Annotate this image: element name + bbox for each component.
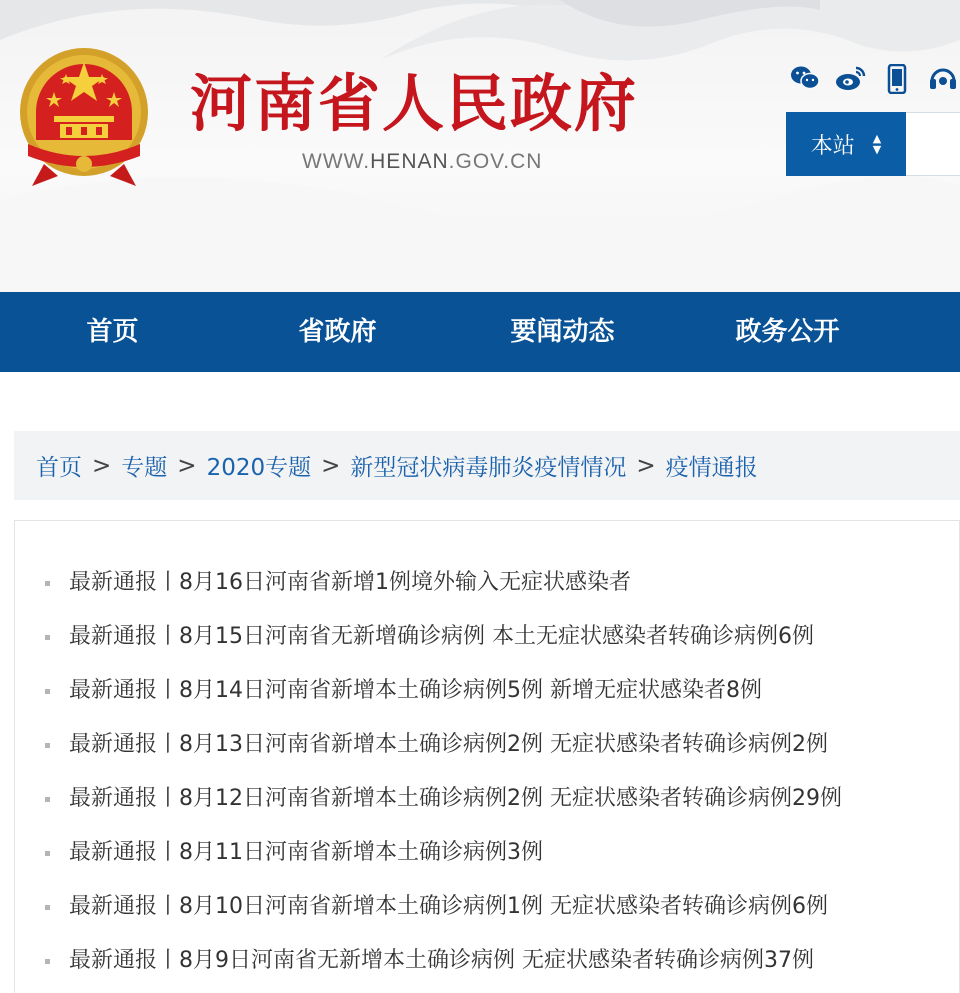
list-item[interactable]	[15, 664, 960, 718]
breadcrumb-2020-topics[interactable]: 2020专题	[206, 455, 312, 481]
breadcrumb	[14, 431, 960, 500]
article-link[interactable]: 最新通报丨8月9日河南省无新增本土确诊病例 无症状感染者转确诊病例37例	[69, 948, 814, 973]
article-link[interactable]: 最新通报丨8月13日河南省新增本土确诊病例2例 无症状感染者转确诊病例2例	[69, 732, 828, 757]
headset-icon[interactable]	[926, 64, 960, 98]
main-nav	[0, 292, 960, 372]
search-input[interactable]	[906, 112, 960, 176]
bullet-icon	[45, 581, 50, 586]
bullet-icon	[45, 743, 50, 748]
breadcrumb-home[interactable]: 首页	[36, 455, 82, 481]
nav-item-news[interactable]: 要闻动态	[510, 317, 615, 347]
bullet-icon	[45, 689, 50, 694]
article-link[interactable]: 最新通报丨8月15日河南省无新增确诊病例 本土无症状感染者转确诊病例6例	[69, 624, 814, 649]
mobile-icon[interactable]	[880, 64, 914, 98]
breadcrumb-separator: >	[177, 452, 197, 479]
article-link[interactable]: 最新通报丨8月10日河南省新增本土确诊病例1例 无症状感染者转确诊病例6例	[69, 894, 828, 919]
list-item[interactable]	[15, 826, 960, 880]
breadcrumb-separator: >	[636, 452, 656, 479]
breadcrumb-separator: >	[321, 452, 341, 479]
list-item[interactable]	[15, 772, 960, 826]
weibo-icon[interactable]	[834, 64, 868, 98]
bullet-icon	[45, 635, 50, 640]
bullet-icon	[45, 797, 50, 802]
sort-arrows-icon: ▲ ▼	[872, 132, 882, 156]
nav-item-home[interactable]: 首页	[86, 317, 139, 347]
search-scope-select[interactable]	[786, 112, 906, 176]
site-url-prefix: WWW.	[302, 150, 371, 173]
breadcrumb-topics[interactable]: 专题	[121, 455, 168, 481]
wechat-icon[interactable]	[788, 64, 822, 98]
site-url-suffix: .GOV.CN	[448, 150, 543, 173]
bullet-icon	[45, 851, 50, 856]
site-url-domain: HENAN	[370, 150, 449, 173]
article-list	[15, 556, 960, 988]
breadcrumb-separator: >	[92, 452, 112, 479]
search-scope-label: 本站	[810, 133, 855, 159]
national-emblem-logo	[14, 44, 154, 189]
list-item[interactable]	[15, 556, 960, 610]
social-links	[788, 64, 960, 98]
breadcrumb-covid-situation[interactable]: 新型冠状病毒肺炎疫情情况	[350, 455, 627, 481]
site-url	[302, 150, 542, 174]
article-link[interactable]: 最新通报丨8月14日河南省新增本土确诊病例5例 新增无症状感染者8例	[69, 678, 762, 703]
bullet-icon	[45, 905, 50, 910]
list-item[interactable]	[15, 934, 960, 988]
list-item[interactable]	[15, 610, 960, 664]
article-link[interactable]: 最新通报丨8月16日河南省新增1例境外输入无症状感染者	[69, 570, 631, 595]
bullet-icon	[45, 959, 50, 964]
breadcrumb-epidemic-report[interactable]: 疫情通报	[665, 455, 758, 481]
site-title[interactable]: 河南省人民政府	[190, 67, 639, 140]
list-item[interactable]	[15, 880, 960, 934]
nav-item-gov-affairs[interactable]: 政务公开	[735, 317, 840, 347]
article-link[interactable]: 最新通报丨8月12日河南省新增本土确诊病例2例 无症状感染者转确诊病例29例	[69, 786, 842, 811]
article-link[interactable]: 最新通报丨8月11日河南省新增本土确诊病例3例	[69, 840, 543, 865]
list-item[interactable]	[15, 718, 960, 772]
article-list-panel	[14, 520, 960, 993]
nav-item-government[interactable]: 省政府	[298, 317, 377, 347]
site-header	[0, 0, 960, 292]
